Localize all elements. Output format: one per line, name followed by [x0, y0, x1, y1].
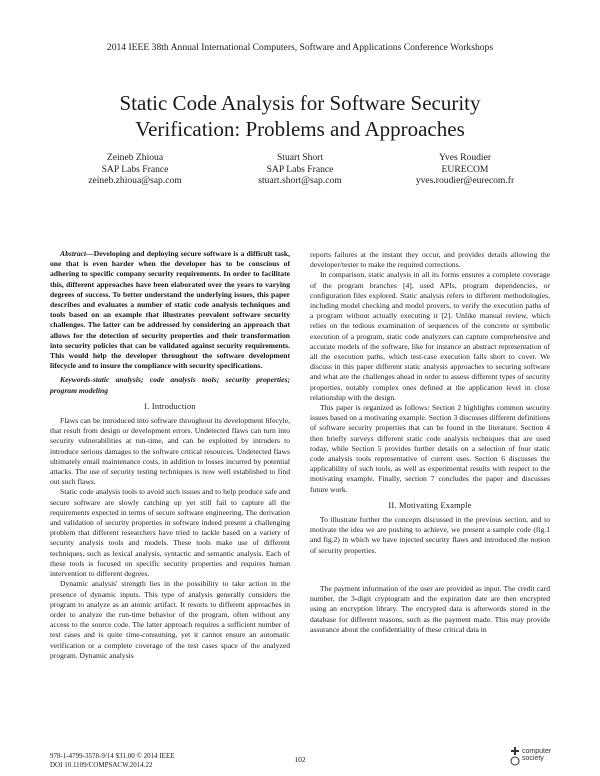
logo-line-2: society [522, 755, 544, 762]
author-3 [385, 152, 545, 187]
abstract [50, 249, 290, 371]
figure-gap [310, 570, 550, 584]
right-column [310, 250, 550, 635]
author-name: Zeineb Zhioua [106, 152, 164, 163]
author-1 [55, 152, 215, 187]
footer-isbn: 978-1-4799-3578-9/14 $31.00 © 2014 IEEE [50, 752, 175, 760]
body-paragraph: In comparison, static analysis in all its forms ensures a complete coverage of the program branches [4], used APIs, program dependencies, or configuration files explored. Static analysis refers to different methodologies, including model checking and model provers, to verify the execution paths of a program without actually executing it [2]. Unlike manual review, which relies on the tedious examination of sequences of the concrete or symbolic execution of a program, static code analyzers can capture comprehensive and accurate models of the software, like for instance an abstract representation of all the execution paths, which test-case execution falls short to cover. We discuss in this paper different static analysis approaches to securing software and what are the challenges ahead in order to assess different types of security properties, notably complex ones defined at the application level in close relationship with the design. [310, 270, 550, 402]
section-1-paragraph: Dynamic analysis' strength lies in the possibility to take action in the presence of dynamic inputs. This type of analysis generally considers the program to analyze as an atomic artifact. It resorts to different approaches in order to analyze the run-time behavior of the program, often without any access to the source code. The latter approach requires a sufficient number of test cases and is quite time-consuming, yet it cannot ensure an automatic verification or a complete coverage of the test cases space of the analyzed program. Dynamic analysis [50, 579, 290, 660]
author-name: Yves Roudier [438, 152, 492, 163]
section-1-heading: I. Introduction [144, 401, 196, 411]
paper-title [50, 90, 550, 142]
section-2-paragraph: To illustrate further the concepts discussed in the previous section, and to motivate the idea we are pushing to achieve, we present a sample code (fig.1 and fig.2) in which we have injected security flaws and introduced the notion of security properties. [310, 515, 550, 555]
author-2 [220, 152, 380, 187]
computer-society-logo-icon [508, 746, 522, 768]
body-paragraph: This paper is organized as follows: Section 2 highlights common security issues based on a motivating example. Section 3 discusses different definitions of software security properties that can be found in the literature. Section 4 then briefly surveys different static code analysis techniques that are used today, while Section 5 provides further details on a selection of four static code analysis tools representative of current uses. Section 6 discusses the applicability of such tools, as well as experimental results with respect to the motivating example. Finally, section 7 concludes the paper and discusses future work. [310, 403, 550, 494]
left-column [50, 249, 290, 661]
author-affiliation: SAP Labs France [101, 163, 169, 175]
author-name: Stuart Short [276, 152, 324, 163]
author-email: stuart.short@sap.com [258, 175, 342, 186]
section-2-paragraph: The payment information of the user are provided as input. The credit card number, the 3-digit cryptogram and the expiration date are then encrypted using an encryption library. The encrypted data is afterwords stored in the database for different reasons, such as the payment made. This may provide assurance about the confidentiality of these critical data in [310, 583, 550, 634]
section-1-paragraph: Static code analysis tools to avoid such issues and to help produce safe and secure software are slowly catching up yet still fail to capture all the requirements expected in terms of secure software engineering. The derivation and validation of security properties in software indeed present a challenging problem that different researchers have tried to tackle based on a variety of security analysis tools and models. These tools make use of different techniques, such as lexical analysis, syntactic and semantic analysis. Each of these tools is focused on specific security properties and requires human intervention to different degrees. [50, 487, 290, 579]
abstract-label: Abstract [60, 249, 87, 258]
author-email: yves.roudier@eurecom.fr [415, 175, 515, 186]
computer-society-logo [508, 746, 554, 770]
logo-line-1: computer [522, 748, 552, 755]
abstract-text: —Developing and deploying secure software is a difficult task, one that is even harder when the developer has to be conscious of adhering to specific company security requirements. In order to facilitate this, different approaches have been elaborated over the years to varying degrees of success. To better understand the underlying issues, this paper describes and evaluates a number of static code analysis techniques and tools based on an example that illustrates prevalent software security challenges. The latter can be addressed by considering an approach that allows for the detection of security properties and their transformation into security policies that can be validated against security requirements. This would help the developer throughout the software development lifecycle and to insure the compliance with security specifications. [50, 249, 290, 371]
logo-text [522, 748, 551, 762]
author-email: zeineb.zhioua@sap.com [88, 175, 182, 186]
section-2-heading: II. Motivating Example [388, 500, 472, 510]
body-paragraph: reports failures at the instant they occur, and provides details allowing the developer/tester to make the required corrections. [310, 250, 550, 270]
title-line-2: Verification: Problems and Approaches [135, 117, 465, 141]
title-line-1: Static Code Analysis for Software Security [119, 91, 481, 115]
keywords: Keywords-static analysis; code analysis tools; security properties; program modeling [50, 375, 290, 395]
section-1-paragraph: Flaws can be introduced into software throughout its development lifecyle, that result from design or development errors. Undetected flaws can turn into security vulnerabilities at run-time, and can be exploited by intruders to introduce serious damages to the software critical resources. Undetected flaws ultimately entail maintenance costs, in addition to losses incurred by potential attacks. The use of security testing techniques is now well established to find out such flaws. [50, 416, 290, 487]
author-block [55, 152, 545, 187]
author-affiliation: EURECOM [441, 163, 489, 175]
conference-header: 2014 IEEE 38th Annual International Computers, Software and Applications Conference Workshops [106, 42, 494, 53]
author-affiliation: SAP Labs France [266, 163, 334, 175]
figure-gap [310, 556, 550, 570]
page-number: 102 [294, 755, 306, 764]
footer-doi: DOI 10.1109/COMPSACW.2014.22 [50, 760, 153, 769]
